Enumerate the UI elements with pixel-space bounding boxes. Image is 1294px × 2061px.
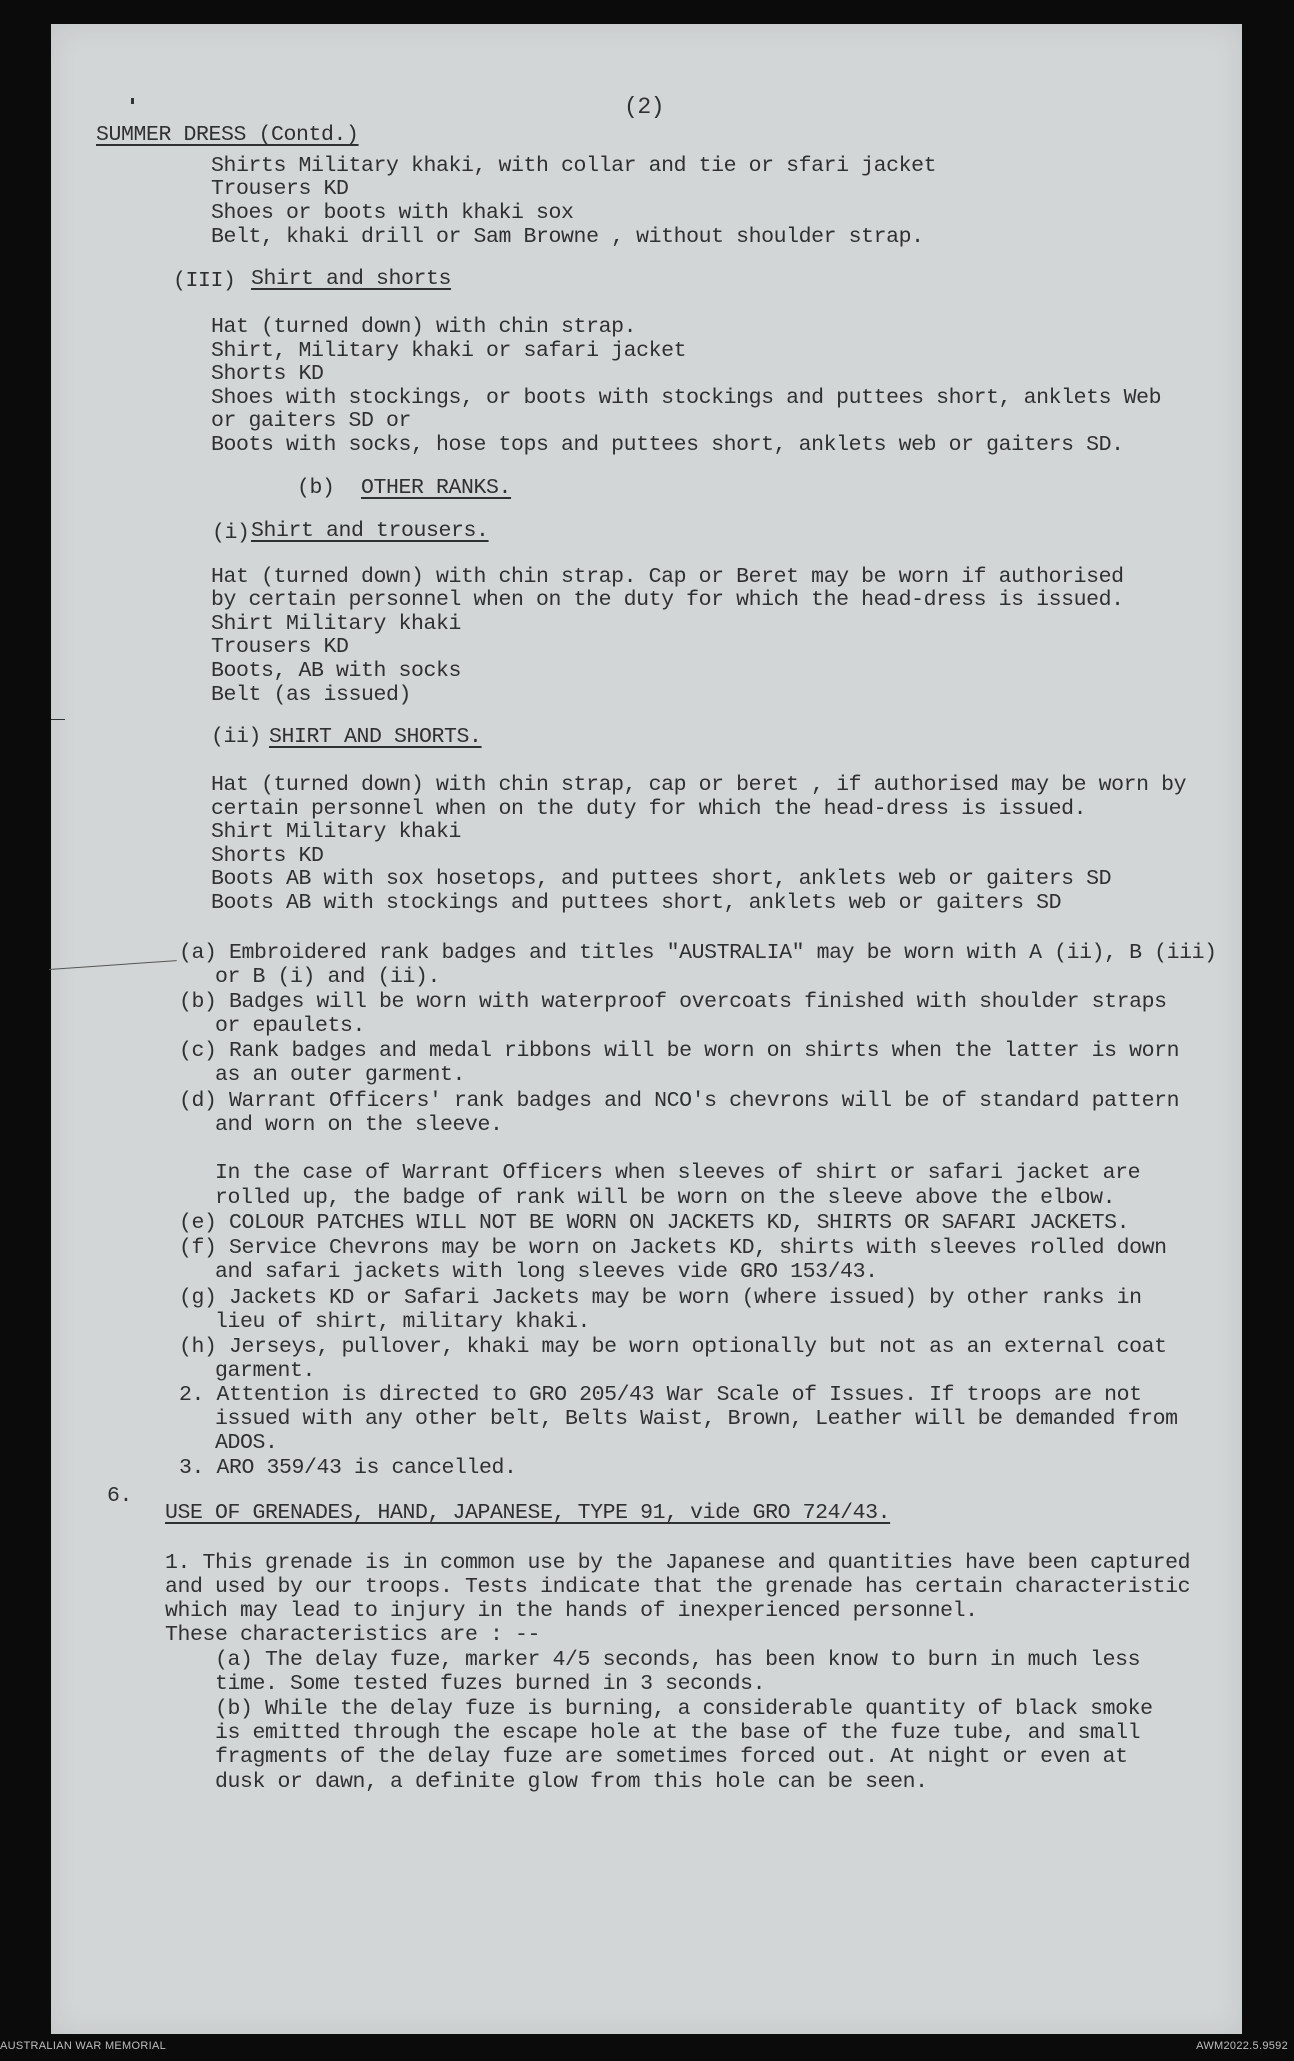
text-line: Boots, AB with socks (211, 659, 462, 683)
section-heading-grenades: USE OF GRENADES, HAND, JAPANESE, TYPE 91, vide GRO 724/43. (165, 1501, 891, 1525)
text-line: Shoes with stockings, or boots with stockings and puttees short, anklets Web (211, 386, 1162, 410)
note-item: (f) Service Chevrons may be worn on Jackets KD, shirts with sleeves rolled down (179, 1236, 1167, 1260)
subsection-title: OTHER RANKS. (361, 476, 512, 500)
note-item: (c) Rank badges and medal ribbons will be worn on shirts when the latter is worn (179, 1039, 1180, 1063)
text-line: or epaulets. (215, 1014, 366, 1038)
text-line: Shorts KD (211, 844, 324, 868)
note-item: (e) COLOUR PATCHES WILL NOT BE WORN ON JACKETS KD, SHIRTS OR SAFARI JACKETS. (179, 1211, 1130, 1235)
document-page (51, 24, 1242, 2034)
text-line: time. Some tested fuzes burned in 3 seconds. (215, 1672, 766, 1696)
text-line: as an outer garment. (215, 1063, 466, 1087)
section-heading-summer-dress: SUMMER DRESS (Contd.) (96, 123, 359, 147)
page-number: (2) (624, 94, 665, 120)
text-line: garment. (215, 1359, 316, 1383)
footer-item-id: AWM2022.5.9592 (1196, 2040, 1288, 2052)
section-number: 6. (107, 1484, 133, 1508)
text-line: is emitted through the escape hole at the base of the fuze tube, and small (215, 1721, 1141, 1745)
subsection-label: (ii) (211, 725, 262, 749)
text-line: Shirt, Military khaki or safari jacket (211, 339, 687, 363)
text-line: which may lead to injury in the hands of inexperienced personnel. (165, 1599, 978, 1623)
text-line: Belt (as issued) (211, 683, 412, 707)
text-line: Boots AB with sox hosetops, and puttees short, anklets web or gaiters SD (211, 867, 1112, 891)
text-line: Shoes or boots with khaki sox (211, 201, 574, 225)
note-item: (b) While the delay fuze is burning, a considerable quantity of black smoke (215, 1697, 1153, 1721)
numbered-item: 2. Attention is directed to GRO 205/43 War Scale of Issues. If troops are not (179, 1383, 1142, 1407)
text-line: Hat (turned down) with chin strap, cap or beret , if authorised may be worn by (211, 773, 1187, 797)
text-line: certain personnel when on the duty for which the head-dress is issued. (211, 797, 1087, 821)
subsection-label: (III) (173, 269, 236, 293)
margin-tick (51, 719, 65, 720)
text-line: and safari jackets with long sleeves vide GRO 153/43. (215, 1260, 878, 1284)
note-item: (a) The delay fuze, marker 4/5 seconds, has been know to burn in much less (215, 1648, 1141, 1672)
text-line: Belt, khaki drill or Sam Browne , without shoulder strap. (211, 225, 924, 249)
text-line: Trousers KD (211, 635, 349, 659)
note-item: (d) Warrant Officers' rank badges and NCO's chevrons will be of standard pattern (179, 1089, 1180, 1113)
text-line: dusk or dawn, a definite glow from this hole can be seen. (215, 1770, 928, 1794)
note-item: (a) Embroidered rank badges and titles "AUSTRALIA" may be worn with A (ii), B (iii) (179, 941, 1217, 965)
text-line: Shorts KD (211, 362, 324, 386)
text-line: Boots with socks, hose tops and puttees short, anklets web or gaiters SD. (211, 433, 1124, 457)
text-line: or gaiters SD or (211, 409, 412, 433)
text-line: or B (i) and (ii). (215, 965, 441, 989)
subsection-title: SHIRT AND SHORTS. (269, 725, 482, 749)
text-line: rolled up, the badge of rank will be worn on the sleeve above the elbow. (215, 1186, 1116, 1210)
text-line: These characteristics are : -- (165, 1623, 541, 1647)
text-line: lieu of shirt, military khaki. (215, 1310, 591, 1334)
ink-speck (131, 98, 134, 104)
text-line: Shirt Military khaki (211, 820, 462, 844)
text-line: Hat (turned down) with chin strap. (211, 315, 637, 339)
footer-archive-name: AUSTRALIAN WAR MEMORIAL (0, 2040, 167, 2052)
text-line: Shirts Military khaki, with collar and tie or sfari jacket (211, 154, 937, 178)
subsection-title: Shirt and shorts (251, 267, 452, 291)
note-item: (b) Badges will be worn with waterproof overcoats finished with shoulder straps (179, 990, 1167, 1014)
text-line: Hat (turned down) with chin strap. Cap or Beret may be worn if authorised (211, 565, 1124, 589)
text-line: Trousers KD (211, 177, 349, 201)
text-line: ADOS. (215, 1431, 278, 1455)
text-line: Boots AB with stockings and puttees short, anklets web or gaiters SD (211, 891, 1062, 915)
numbered-item: 3. ARO 359/43 is cancelled. (179, 1456, 517, 1480)
subsection-label: (b) (297, 476, 335, 500)
note-item: (h) Jerseys, pullover, khaki may be worn optionally but not as an external coat (179, 1335, 1167, 1359)
note-item: (g) Jackets KD or Safari Jackets may be worn (where issued) by other ranks in (179, 1286, 1142, 1310)
text-line: issued with any other belt, Belts Waist, Brown, Leather will be demanded from (215, 1407, 1178, 1431)
numbered-item: 1. This grenade is in common use by the Japanese and quantities have been captured (165, 1551, 1191, 1575)
subsection-label: (i) (212, 521, 250, 545)
text-line: fragments of the delay fuze are sometimes forced out. At night or even at (215, 1745, 1128, 1769)
pencil-line (49, 960, 177, 970)
text-line: by certain personnel when on the duty for which the head-dress is issued. (211, 588, 1124, 612)
subsection-title: Shirt and trousers. (251, 519, 489, 543)
text-line: and used by our troops. Tests indicate that the grenade has certain characteristic (165, 1575, 1191, 1599)
text-line: Shirt Military khaki (211, 612, 462, 636)
text-line: In the case of Warrant Officers when sleeves of shirt or safari jacket are (215, 1161, 1141, 1185)
text-line: and worn on the sleeve. (215, 1113, 503, 1137)
